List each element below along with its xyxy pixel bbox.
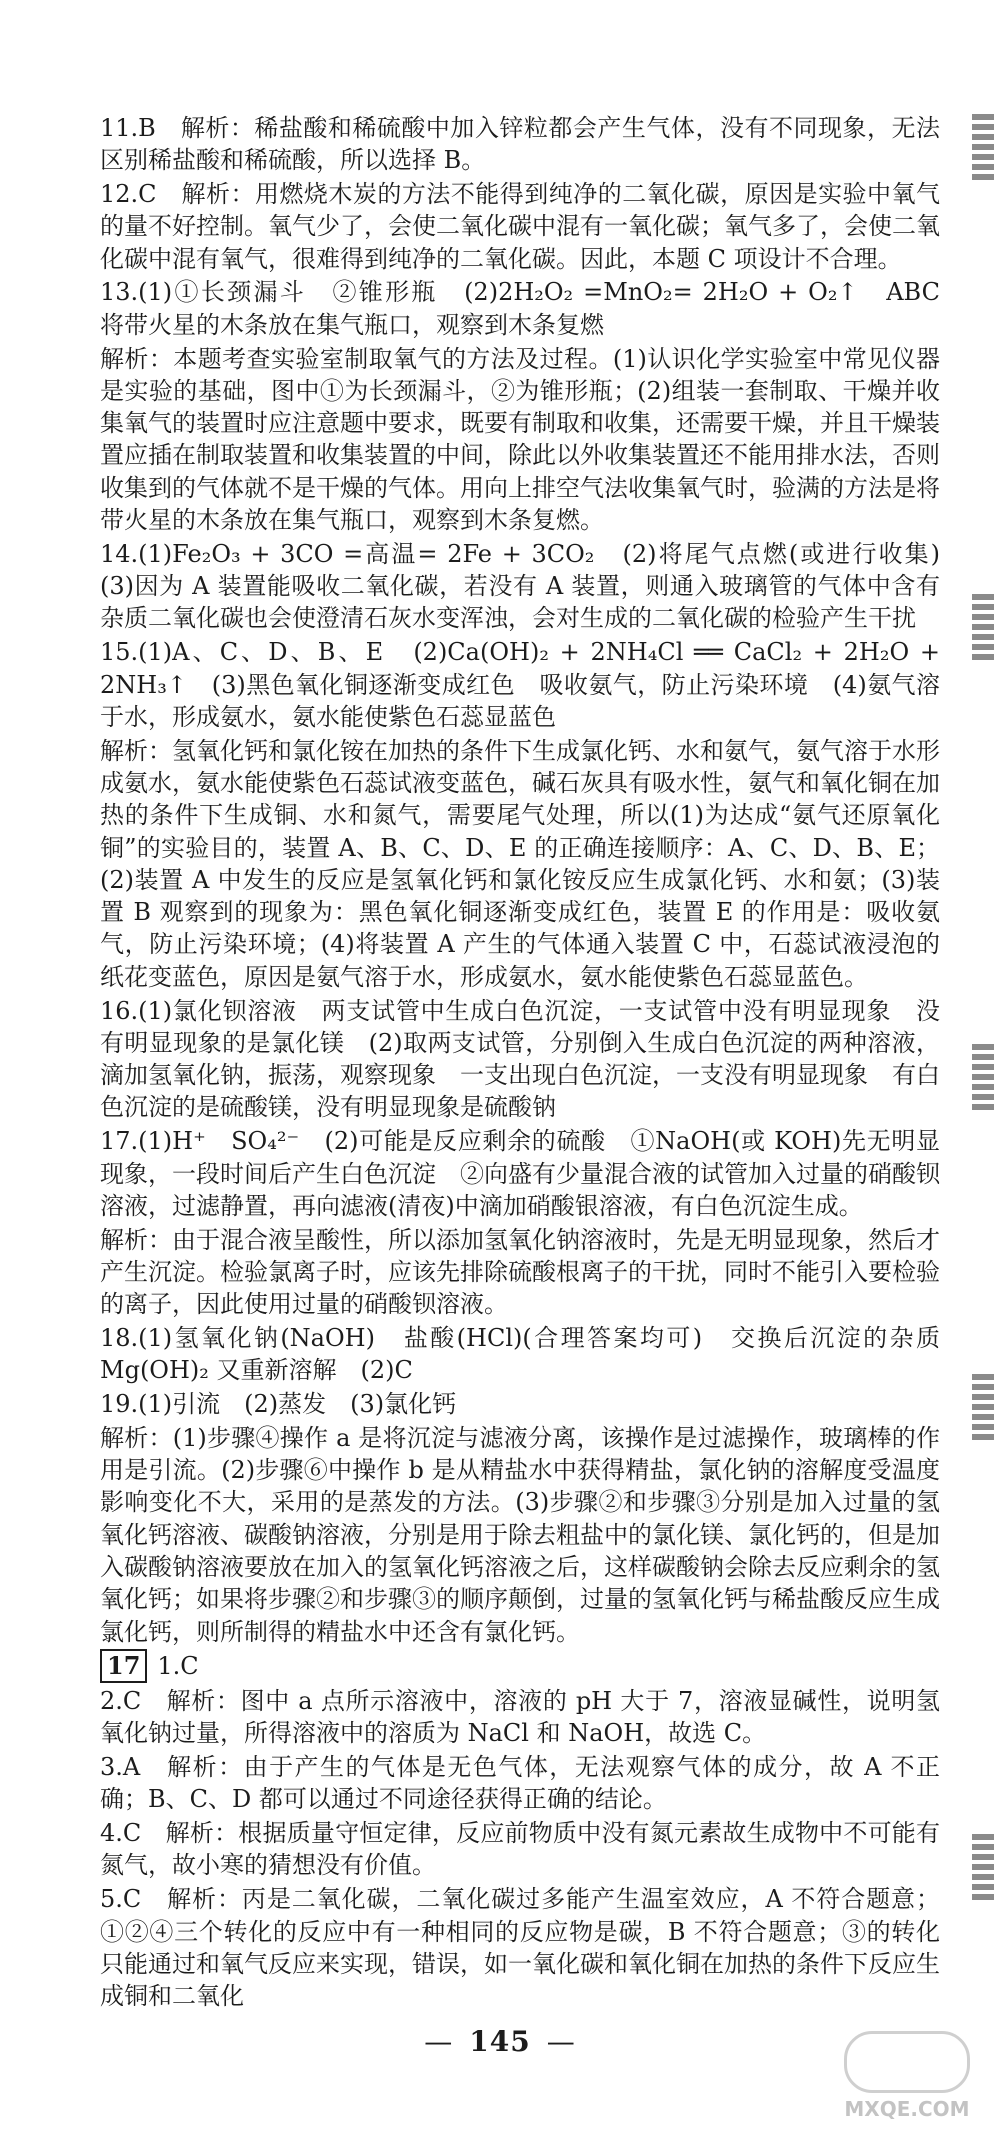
answer-19: 19.(1)引流 (2)蒸发 (3)氯化钙 (100, 1390, 457, 1419)
edge-scan-mark (972, 1830, 994, 1900)
answer-13-explanation: 解析：本题考查实验室制取氧气的方法及过程。(1)认识化学实验室中常见仪器是实验的基础，图中①为长颈漏斗，②为锥形瓶；(2)组装一套制取、干燥并收集氧气的装置时应注意题中要求，既要有制取和收集，还需要干燥，并且干燥装置应插在制取装置和收集装置的中间，除此以外收集装置还不能用排水法，否则收集到的气体就不是干燥的气体。用向上排空气法收集氧气时，验满的方法是将带火星的木条放在集气瓶口，观察到木条复燃。 (100, 344, 940, 535)
answer-17: 17.(1)H⁺ SO₄²⁻ (2)可能是反应剩余的硫酸 ①NaOH(或 KOH)先无明显现象，一段时间后产生白色沉淀 ②向盛有少量混合液的试管加入过量的硝酸钡溶液，过滤静置，再向滤液(清夜)中滴加硝酸银溶液，有白色沉淀生成。 (100, 1127, 940, 1220)
section-17-answer-2: 2.C 解析：图中 a 点所示溶液中，溶液的 pH 大于 7，溶液显碱性，说明氢氧化钠过量，所得溶液中的溶质为 NaCl 和 NaOH，故选 C。 (100, 1686, 940, 1748)
edge-scan-mark (972, 590, 994, 660)
page-number-dash-left: — (424, 2025, 454, 2058)
section-17-answer-4: 4.C 解析：根据质量守恒定律，反应前物质中没有氮元素故生成物中不可能有氮气，故小寒的猜想没有价值。 (100, 1819, 940, 1880)
edge-scan-mark (972, 110, 994, 180)
answer-19-explanation: 解析：(1)步骤④操作 a 是将沉淀与滤液分离，该操作是过滤操作，玻璃棒的作用是引流。(2)步骤⑥中操作 b 是从精盐水中获得精盐，氯化钠的溶解度受温度影响变化不大，采用的是蒸发的方法。(3)步骤②和步骤③分别是加入过量的氢氧化钙溶液、碳酸钠溶液，分别是用于除去粗盐中的氯化镁、氯化钙的，但是加入碳酸钠溶液要放在加入的氢氧化钙溶液之后，这样碳酸钠会除去反应剩余的氢氧化钙；如果将步骤②和步骤③的顺序颠倒，过量的氢氧化钙与稀盐酸反应生成氯化钙，则所制得的精盐水中还含有氯化钙。 (100, 1423, 940, 1646)
answer-12: 12.C 解析：用燃烧木炭的方法不能得到纯净的二氧化碳，原因是实验中氧气的量不好控制。氧气少了，会使二氧化碳中混有一氧化碳；氧气多了，会使二氧化碳中混有氧气，很难得到纯净的二氧化碳。因此，本题 C 项设计不合理。 (100, 180, 940, 273)
answer-text (100, 112, 964, 2014)
answer-15: 15.(1)A、C、D、B、E (2)Ca(OH)₂ + 2NH₄Cl ══ CaCl₂ + 2H₂O + 2NH₃↑ (3)黑色氧化铜逐渐变成红色 吸收氨气，防止污染环境 (4)氨气溶于水，形成氨水，氨水能使紫色石蕊显蓝色 (100, 638, 940, 731)
section-17-answer-1 (100, 1649, 940, 1683)
answer-text-line: 1.C (157, 1652, 199, 1681)
answer-16: 16.(1)氯化钡溶液 两支试管中生成白色沉淀，一支试管中没有明显现象 没有明显现象的是氯化镁 (2)取两支试管，分别倒入生成白色沉淀的两种溶液，滴加氢氧化钠，振荡，观察现象 一支出现白色沉淀，一支没有明显现象 有白色沉淀的是硫酸镁，没有明显现象是硫酸钠 (100, 996, 940, 1122)
watermark (832, 2031, 982, 2121)
edge-scan-mark (972, 1370, 994, 1440)
answer-17-explanation: 解析：由于混合液呈酸性，所以添加氢氧化钠溶液时，先是无明显现象，然后才产生沉淀。检验氯离子时，应该先排除硫酸根离子的干扰，同时不能引入要检验的离子，因此使用过量的硝酸钡溶液。 (100, 1225, 940, 1319)
page-number-value: 145 (469, 2025, 531, 2058)
section-17-answer-3: 3.A 解析：由于产生的气体是无色气体，无法观察气体的成分，故 A 不正确；B、C、D 都可以通过不同途径获得正确的结论。 (100, 1753, 940, 1814)
answer-13: 13.(1)①长颈漏斗 ②锥形瓶 (2)2H₂O₂ =MnO₂= 2H₂O + O₂↑ ABC 将带火星的木条放在集气瓶口，观察到木条复燃 (100, 278, 964, 339)
watermark-logo (844, 2031, 970, 2093)
answer-11: 11.B 解析：稀盐酸和稀硫酸中加入锌粒都会产生气体，没有不同现象，无法区别稀盐酸和稀硫酸，所以选择 B。 (100, 114, 940, 175)
page-number-dash-right: — (546, 2025, 576, 2058)
answer-14: 14.(1)Fe₂O₃ + 3CO =高温= 2Fe + 3CO₂ (2)将尾气点燃(或进行收集) (3)因为 A 装置能吸收二氧化碳，若没有 A 装置，则通入玻璃管的气体中含有杂质二氧化碳也会使澄清石灰水变浑浊，会对生成的二氧化碳的检验产生干扰 (100, 539, 964, 633)
answer-18: 18.(1)氢氧化钠(NaOH) 盐酸(HCl)(合理答案均可) 交换后沉淀的杂质 Mg(OH)₂ 又重新溶解 (2)C (100, 1323, 940, 1385)
answer-15-explanation: 解析：氢氧化钙和氯化铵在加热的条件下生成氯化钙、水和氨气，氨气溶于水形成氨水，氨水能使紫色石蕊试液变蓝色，碱石灰具有吸水性，氨气和氧化铜在加热的条件下生成铜、水和氮气，需要尾气处理，所以(1)为达成“氨气还原氧化铜”的实验目的，装置 A、B、C、D、E 的正确连接顺序：A、C、D、B、E；(2)装置 A 中发生的反应是氢氧化钙和氯化铵反应生成氯化钙、水和氨；(3)装置 B 观察到的现象为：黑色氧化铜逐渐变成红色，装置 E 的作用是：吸收氨气，防止污染环境；(4)将装置 A 产生的气体通入装置 C 中，石蕊试液浸泡的纸花变蓝色，原因是氨气溶于水，形成氨水，氨水能使紫色石蕊显蓝色。 (100, 736, 940, 991)
edge-scan-mark (972, 1040, 994, 1110)
section-number-box: 17 (100, 1649, 147, 1683)
watermark-text: MXQE.COM (844, 2097, 970, 2121)
section-17-answer-5: 5.C 解析：丙是二氧化碳，二氧化碳过多能产生温室效应，A 不符合题意；①②④三个转化的反应中有一种相同的反应物是碳，B 不符合题意；③的转化只能通过和氧气反应来实现，错误，如一氧化碳和氧化铜在加热的条件下反应生成铜和二氧化 (100, 1885, 940, 2011)
